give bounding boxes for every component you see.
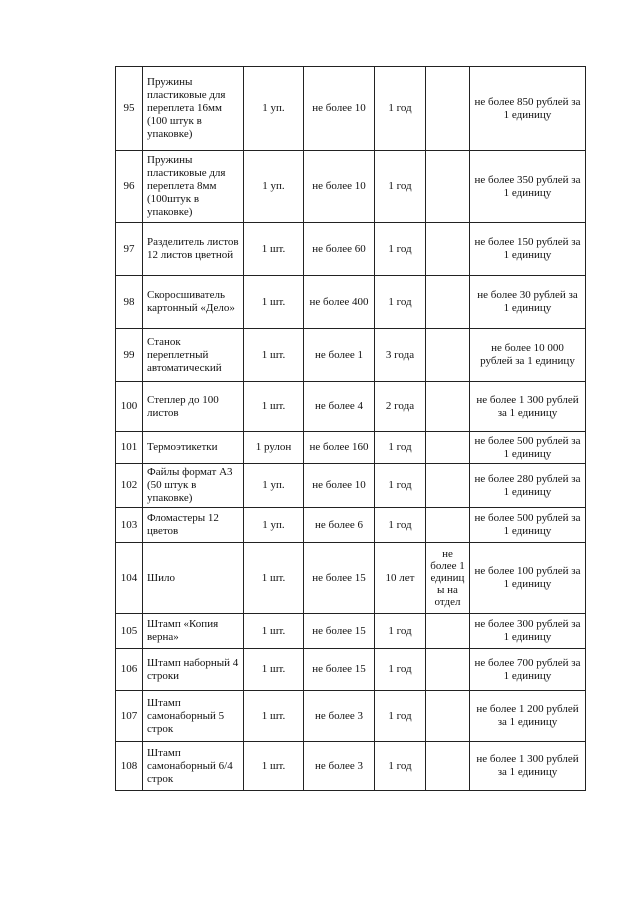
cell-qty: не более 15 <box>304 543 375 614</box>
cell-name: Файлы формат А3 (50 штук в упаковке) <box>143 464 244 508</box>
table-row <box>116 223 586 276</box>
cell-name: Скоросшиватель картонный «Дело» <box>143 276 244 329</box>
cell-price: не более 1 200 рублей за 1 единицу <box>470 691 586 742</box>
cell-price: не более 300 рублей за 1 единицу <box>470 614 586 649</box>
cell-term: 1 год <box>375 691 426 742</box>
cell-price: не более 850 рублей за 1 единицу <box>470 67 586 151</box>
cell-qty: не более 10 <box>304 464 375 508</box>
cell-num: 107 <box>116 691 143 742</box>
cell-unit: 1 шт. <box>244 543 304 614</box>
cell-price: не более 1 300 рублей за 1 единицу <box>470 742 586 791</box>
cell-num: 98 <box>116 276 143 329</box>
cell-price: не более 500 рублей за 1 единицу <box>470 432 586 464</box>
table-row <box>116 508 586 543</box>
cell-unit: 1 шт. <box>244 223 304 276</box>
cell-unit: 1 уп. <box>244 508 304 543</box>
table-row <box>116 543 586 614</box>
cell-term: 1 год <box>375 649 426 691</box>
table-body <box>116 67 586 791</box>
cell-note <box>426 432 470 464</box>
cell-note <box>426 276 470 329</box>
cell-term: 3 года <box>375 329 426 382</box>
table-row <box>116 464 586 508</box>
cell-term: 1 год <box>375 464 426 508</box>
cell-price: не более 30 рублей за 1 единицу <box>470 276 586 329</box>
cell-qty: не более 160 <box>304 432 375 464</box>
cell-num: 108 <box>116 742 143 791</box>
cell-num: 106 <box>116 649 143 691</box>
cell-term: 1 год <box>375 432 426 464</box>
cell-price: не более 10 000 рублей за 1 единицу <box>470 329 586 382</box>
cell-price: не более 150 рублей за 1 единицу <box>470 223 586 276</box>
cell-unit: 1 шт. <box>244 649 304 691</box>
cell-qty: не более 60 <box>304 223 375 276</box>
cell-num: 101 <box>116 432 143 464</box>
table-row <box>116 329 586 382</box>
cell-name: Штамп «Копия верна» <box>143 614 244 649</box>
cell-note: не более 1 единиц ы на отдел <box>426 543 470 614</box>
table-row <box>116 742 586 791</box>
cell-unit: 1 шт. <box>244 691 304 742</box>
cell-qty: не более 15 <box>304 614 375 649</box>
supplies-table <box>115 66 586 791</box>
cell-num: 96 <box>116 151 143 223</box>
table-row <box>116 382 586 432</box>
cell-note <box>426 382 470 432</box>
cell-name: Штамп самонаборный 6/4 строк <box>143 742 244 791</box>
cell-unit: 1 шт. <box>244 742 304 791</box>
cell-term: 1 год <box>375 223 426 276</box>
cell-term: 1 год <box>375 276 426 329</box>
cell-qty: не более 3 <box>304 691 375 742</box>
cell-name: Фломастеры 12 цветов <box>143 508 244 543</box>
cell-qty: не более 400 <box>304 276 375 329</box>
cell-term: 1 год <box>375 614 426 649</box>
cell-note <box>426 614 470 649</box>
cell-unit: 1 шт. <box>244 329 304 382</box>
cell-term: 1 год <box>375 67 426 151</box>
cell-qty: не более 1 <box>304 329 375 382</box>
table-row <box>116 649 586 691</box>
cell-term: 1 год <box>375 151 426 223</box>
cell-qty: не более 3 <box>304 742 375 791</box>
document-page <box>115 66 585 791</box>
cell-name: Степлер до 100 листов <box>143 382 244 432</box>
cell-unit: 1 уп. <box>244 151 304 223</box>
cell-term: 2 года <box>375 382 426 432</box>
cell-num: 100 <box>116 382 143 432</box>
cell-note <box>426 67 470 151</box>
table-row <box>116 691 586 742</box>
cell-price: не более 500 рублей за 1 единицу <box>470 508 586 543</box>
table-row <box>116 67 586 151</box>
cell-qty: не более 10 <box>304 151 375 223</box>
cell-note <box>426 223 470 276</box>
cell-unit: 1 уп. <box>244 464 304 508</box>
cell-num: 97 <box>116 223 143 276</box>
cell-name: Пружины пластиковые для переплета 8мм (100штук в упаковке) <box>143 151 244 223</box>
cell-price: не более 280 рублей за 1 единицу <box>470 464 586 508</box>
cell-unit: 1 шт. <box>244 276 304 329</box>
table-row <box>116 151 586 223</box>
cell-num: 103 <box>116 508 143 543</box>
cell-unit: 1 уп. <box>244 67 304 151</box>
cell-price: не более 700 рублей за 1 единицу <box>470 649 586 691</box>
cell-name: Шило <box>143 543 244 614</box>
cell-note <box>426 508 470 543</box>
cell-qty: не более 10 <box>304 67 375 151</box>
cell-num: 105 <box>116 614 143 649</box>
cell-num: 104 <box>116 543 143 614</box>
cell-name: Пружины пластиковые для переплета 16мм (100 штук в упаковке) <box>143 67 244 151</box>
table-row <box>116 614 586 649</box>
cell-unit: 1 шт. <box>244 382 304 432</box>
cell-name: Термоэтикетки <box>143 432 244 464</box>
cell-name: Штамп наборный 4 строки <box>143 649 244 691</box>
cell-unit: 1 рулон <box>244 432 304 464</box>
cell-num: 95 <box>116 67 143 151</box>
cell-note <box>426 151 470 223</box>
cell-num: 99 <box>116 329 143 382</box>
cell-note <box>426 464 470 508</box>
cell-term: 10 лет <box>375 543 426 614</box>
cell-note <box>426 691 470 742</box>
cell-num: 102 <box>116 464 143 508</box>
cell-name: Станок переплетный автоматический <box>143 329 244 382</box>
cell-name: Штамп самонаборный 5 строк <box>143 691 244 742</box>
cell-term: 1 год <box>375 742 426 791</box>
cell-unit: 1 шт. <box>244 614 304 649</box>
cell-price: не более 100 рублей за 1 единицу <box>470 543 586 614</box>
cell-price: не более 1 300 рублей за 1 единицу <box>470 382 586 432</box>
table-row <box>116 276 586 329</box>
cell-qty: не более 15 <box>304 649 375 691</box>
cell-name: Разделитель листов 12 листов цветной <box>143 223 244 276</box>
table-row <box>116 432 586 464</box>
cell-term: 1 год <box>375 508 426 543</box>
cell-note <box>426 649 470 691</box>
cell-note <box>426 742 470 791</box>
cell-price: не более 350 рублей за 1 единицу <box>470 151 586 223</box>
cell-qty: не более 4 <box>304 382 375 432</box>
cell-note <box>426 329 470 382</box>
cell-qty: не более 6 <box>304 508 375 543</box>
